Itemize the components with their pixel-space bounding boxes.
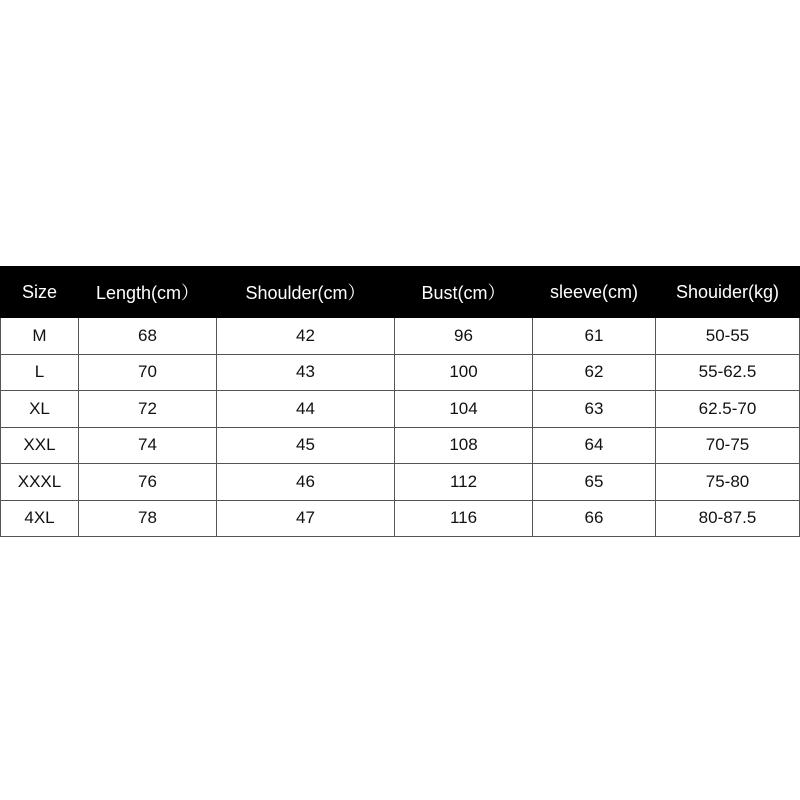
cell-weight: 80-87.5	[656, 500, 800, 537]
cell-length: 70	[79, 354, 217, 391]
cell-weight: 55-62.5	[656, 354, 800, 391]
cell-size: XXXL	[1, 464, 79, 501]
table-row	[1, 354, 800, 391]
cell-bust: 96	[395, 318, 533, 355]
cell-size: 4XL	[1, 500, 79, 537]
cell-weight: 50-55	[656, 318, 800, 355]
header-length: Length(cm）	[79, 267, 217, 318]
cell-size: XXL	[1, 427, 79, 464]
cell-bust: 112	[395, 464, 533, 501]
cell-shoulder: 42	[217, 318, 395, 355]
header-row	[1, 267, 800, 318]
cell-length: 76	[79, 464, 217, 501]
table-row	[1, 500, 800, 537]
cell-length: 68	[79, 318, 217, 355]
cell-size: M	[1, 318, 79, 355]
cell-sleeve: 63	[533, 391, 656, 428]
cell-sleeve: 66	[533, 500, 656, 537]
cell-bust: 100	[395, 354, 533, 391]
cell-bust: 116	[395, 500, 533, 537]
table-row	[1, 391, 800, 428]
table-row	[1, 427, 800, 464]
table-row	[1, 464, 800, 501]
cell-sleeve: 62	[533, 354, 656, 391]
cell-shoulder: 43	[217, 354, 395, 391]
header-weight: Shouider(kg)	[656, 267, 800, 318]
cell-length: 74	[79, 427, 217, 464]
cell-bust: 108	[395, 427, 533, 464]
size-chart-table	[0, 266, 800, 537]
cell-length: 72	[79, 391, 217, 428]
cell-weight: 62.5-70	[656, 391, 800, 428]
cell-sleeve: 64	[533, 427, 656, 464]
cell-size: L	[1, 354, 79, 391]
cell-weight: 70-75	[656, 427, 800, 464]
cell-sleeve: 65	[533, 464, 656, 501]
header-shoulder: Shoulder(cm）	[217, 267, 395, 318]
cell-length: 78	[79, 500, 217, 537]
cell-shoulder: 45	[217, 427, 395, 464]
cell-bust: 104	[395, 391, 533, 428]
cell-weight: 75-80	[656, 464, 800, 501]
table-row	[1, 318, 800, 355]
cell-shoulder: 46	[217, 464, 395, 501]
header-sleeve: sleeve(cm)	[533, 267, 656, 318]
cell-size: XL	[1, 391, 79, 428]
cell-shoulder: 47	[217, 500, 395, 537]
header-bust: Bust(cm）	[395, 267, 533, 318]
header-size: Size	[1, 267, 79, 318]
cell-sleeve: 61	[533, 318, 656, 355]
cell-shoulder: 44	[217, 391, 395, 428]
